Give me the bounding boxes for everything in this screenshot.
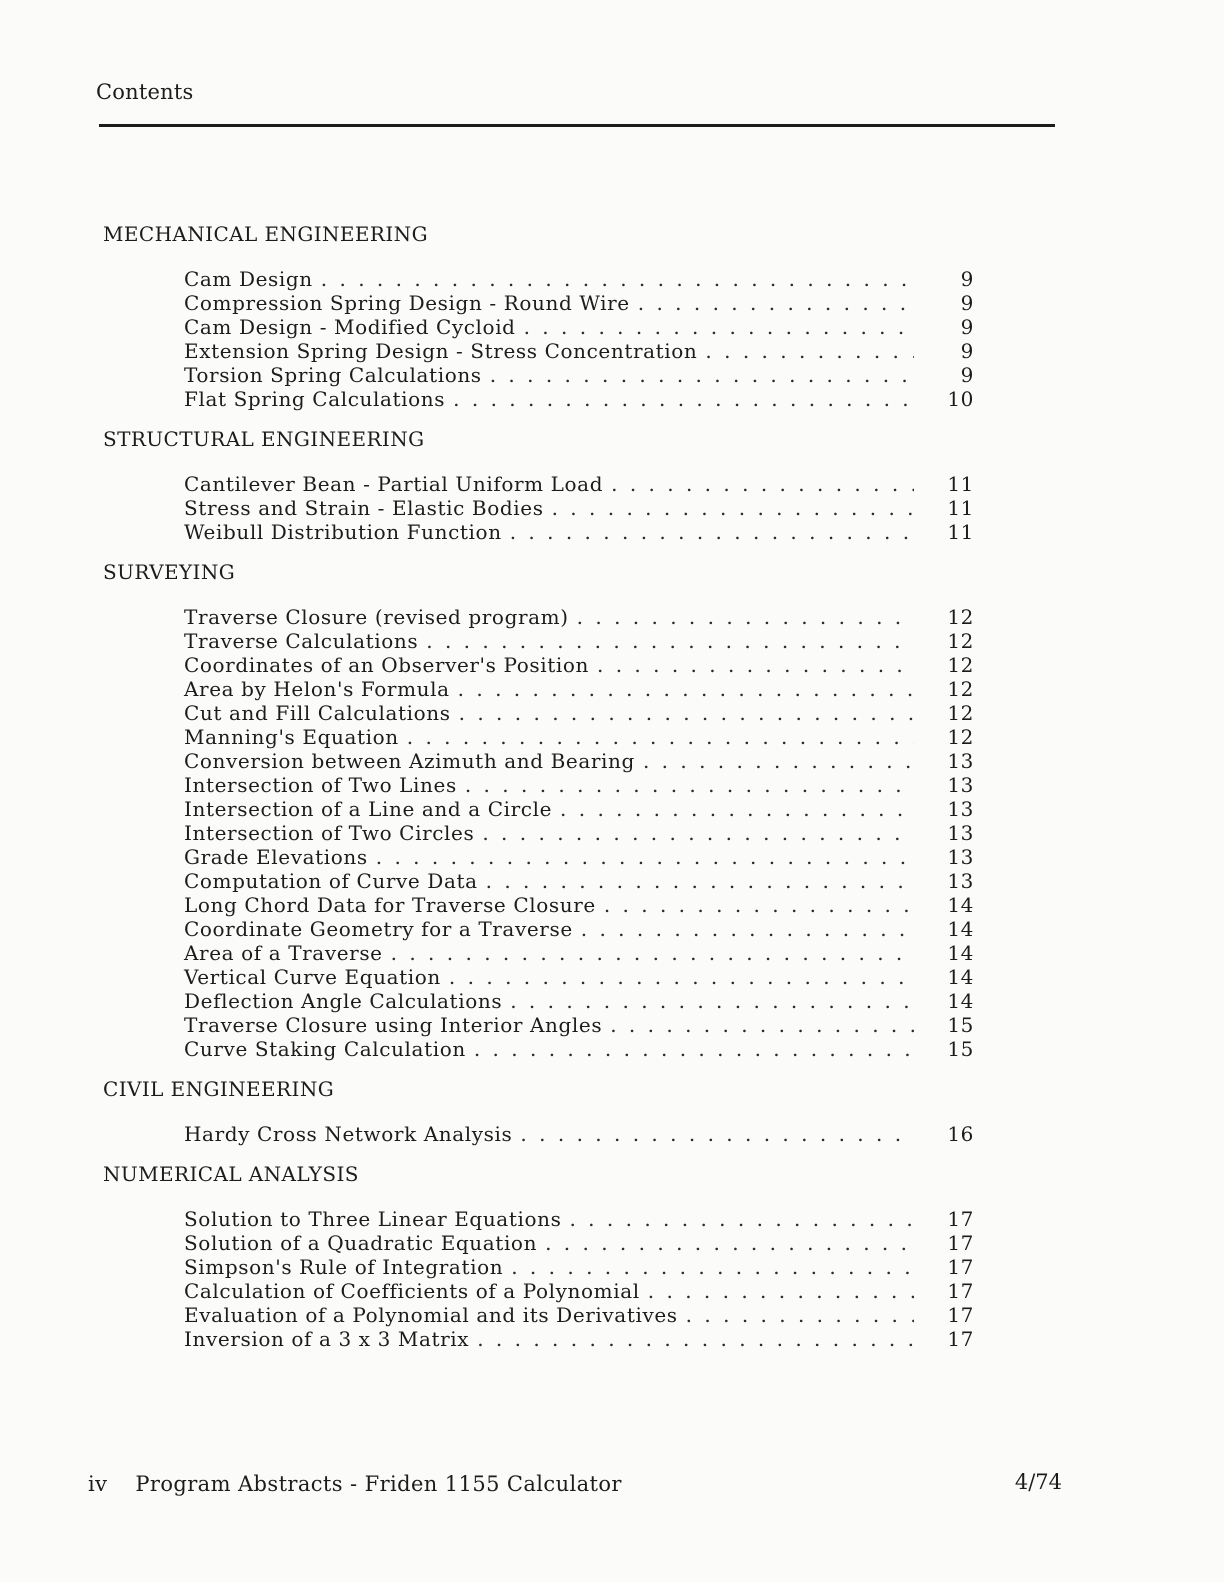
toc-entry-list	[184, 1122, 974, 1146]
toc-entry-title: Intersection of Two Circles	[184, 821, 475, 845]
toc-entry-page: 14	[947, 989, 974, 1013]
toc-entry	[184, 893, 974, 917]
toc-entry-page: 17	[947, 1231, 974, 1255]
dot-leader	[610, 1013, 914, 1037]
toc-entry	[184, 821, 974, 845]
toc-entry	[184, 291, 974, 315]
dot-leader	[482, 821, 914, 845]
dot-leader	[648, 1279, 914, 1303]
toc-entry-page: 17	[947, 1255, 974, 1279]
toc-entry-page: 11	[947, 472, 974, 496]
dot-leader	[643, 749, 914, 773]
toc-entry	[184, 267, 974, 291]
section-heading: SURVEYING	[103, 560, 236, 584]
toc-entry-title: Solution of a Quadratic Equation	[184, 1231, 538, 1255]
toc-entry-page: 12	[947, 605, 974, 629]
toc-entry-page: 14	[947, 941, 974, 965]
toc-entry-page: 14	[947, 893, 974, 917]
dot-leader	[560, 797, 914, 821]
dot-leader	[407, 725, 914, 749]
toc-entry	[184, 1037, 974, 1061]
toc-entry-title: Cantilever Bean - Partial Uniform Load	[184, 472, 604, 496]
table-of-contents	[0, 220, 1224, 1365]
toc-entry-title: Area of a Traverse	[184, 941, 383, 965]
toc-entry-page: 14	[947, 917, 974, 941]
toc-entry	[184, 1207, 974, 1231]
toc-entry-title: Solution to Three Linear Equations	[184, 1207, 562, 1231]
toc-entry	[184, 387, 974, 411]
dot-leader	[490, 363, 914, 387]
toc-entry	[184, 965, 974, 989]
footer-date: 4/74	[1014, 1470, 1062, 1494]
toc-entry-title: Evaluation of a Polynomial and its Derivatives	[184, 1303, 678, 1327]
toc-entry-title: Traverse Calculations	[184, 629, 419, 653]
toc-section	[0, 220, 1224, 411]
toc-entry-title: Computation of Curve Data	[184, 869, 478, 893]
dot-leader	[321, 267, 914, 291]
dot-leader	[426, 629, 914, 653]
dot-leader	[569, 1207, 914, 1231]
toc-entry-page: 10	[947, 387, 974, 411]
dot-leader	[465, 773, 914, 797]
toc-entry-page: 9	[960, 315, 974, 339]
toc-entry-title: Calculation of Coefficients of a Polynomial	[184, 1279, 640, 1303]
toc-entry-title: Vertical Curve Equation	[184, 965, 441, 989]
toc-entry-page: 9	[960, 363, 974, 387]
toc-entry	[184, 520, 974, 544]
toc-entry-page: 15	[947, 1013, 974, 1037]
toc-entry	[184, 917, 974, 941]
dot-leader	[453, 387, 914, 411]
dot-leader	[577, 605, 914, 629]
toc-entry-page: 11	[947, 496, 974, 520]
toc-entry	[184, 1231, 974, 1255]
toc-entry	[184, 605, 974, 629]
toc-section	[0, 558, 1224, 1061]
toc-entry-page: 13	[947, 845, 974, 869]
toc-entry-title: Stress and Strain - Elastic Bodies	[184, 496, 544, 520]
toc-entry-title: Long Chord Data for Traverse Closure	[184, 893, 596, 917]
toc-entry-title: Cam Design - Modified Cycloid	[184, 315, 516, 339]
toc-entry-page: 9	[960, 291, 974, 315]
toc-entry-title: Conversion between Azimuth and Bearing	[184, 749, 635, 773]
toc-entry-title: Intersection of Two Lines	[184, 773, 457, 797]
dot-leader	[449, 965, 914, 989]
toc-entry-page: 9	[960, 339, 974, 363]
toc-entry	[184, 496, 974, 520]
section-heading: NUMERICAL ANALYSIS	[103, 1162, 359, 1186]
toc-entry	[184, 845, 974, 869]
toc-entry-list	[184, 267, 974, 411]
toc-entry-page: 14	[947, 965, 974, 989]
toc-entry	[184, 941, 974, 965]
toc-entry	[184, 749, 974, 773]
toc-entry	[184, 339, 974, 363]
toc-entry-title: Cut and Fill Calculations	[184, 701, 451, 725]
dot-leader	[611, 472, 914, 496]
toc-entry	[184, 1013, 974, 1037]
toc-entry-page: 11	[947, 520, 974, 544]
dot-leader	[459, 701, 914, 725]
toc-entry-page: 12	[947, 725, 974, 749]
toc-entry-title: Coordinate Geometry for a Traverse	[184, 917, 573, 941]
dot-leader	[520, 1122, 914, 1146]
header-divider	[99, 124, 1055, 127]
toc-entry-title: Traverse Closure using Interior Angles	[184, 1013, 603, 1037]
section-heading: MECHANICAL ENGINEERING	[103, 222, 428, 246]
toc-entry-title: Area by Helon's Formula	[184, 677, 450, 701]
toc-entry	[184, 677, 974, 701]
toc-entry-list	[184, 472, 974, 544]
toc-entry	[184, 363, 974, 387]
toc-entry	[184, 869, 974, 893]
toc-entry-title: Torsion Spring Calculations	[184, 363, 482, 387]
toc-entry-page: 13	[947, 773, 974, 797]
footer-document-title: Program Abstracts - Friden 1155 Calculator	[135, 1472, 622, 1496]
toc-entry-page: 12	[947, 701, 974, 725]
dot-leader	[477, 1327, 914, 1351]
page-header-title: Contents	[96, 80, 194, 104]
toc-entry-page: 13	[947, 869, 974, 893]
dot-leader	[604, 893, 914, 917]
footer-page-number: iv	[88, 1472, 108, 1496]
toc-entry	[184, 1327, 974, 1351]
toc-entry	[184, 725, 974, 749]
toc-entry	[184, 1303, 974, 1327]
dot-leader	[686, 1303, 914, 1327]
toc-entry-page: 15	[947, 1037, 974, 1061]
toc-entry-page: 17	[947, 1279, 974, 1303]
dot-leader	[524, 315, 914, 339]
toc-entry-title: Deflection Angle Calculations	[184, 989, 503, 1013]
toc-entry	[184, 472, 974, 496]
toc-entry-title: Cam Design	[184, 267, 313, 291]
dot-leader	[458, 677, 914, 701]
toc-entry-title: Extension Spring Design - Stress Concentration	[184, 339, 698, 363]
toc-entry-title: Intersection of a Line and a Circle	[184, 797, 553, 821]
toc-entry	[184, 701, 974, 725]
toc-entry-page: 17	[947, 1303, 974, 1327]
toc-entry-list	[184, 1207, 974, 1351]
dot-leader	[545, 1231, 914, 1255]
toc-entry-title: Hardy Cross Network Analysis	[184, 1122, 513, 1146]
dot-leader	[511, 1255, 914, 1279]
dot-leader	[597, 653, 914, 677]
toc-entry-title: Inversion of a 3 x 3 Matrix	[184, 1327, 470, 1351]
toc-entry-title: Grade Elevations	[184, 845, 368, 869]
dot-leader	[376, 845, 914, 869]
toc-entry-page: 9	[960, 267, 974, 291]
toc-entry-title: Traverse Closure (revised program)	[184, 605, 569, 629]
toc-entry-page: 17	[947, 1327, 974, 1351]
toc-entry	[184, 989, 974, 1013]
dot-leader	[581, 917, 914, 941]
dot-leader	[474, 1037, 914, 1061]
toc-entry	[184, 797, 974, 821]
toc-entry	[184, 629, 974, 653]
dot-leader	[510, 520, 914, 544]
toc-entry-title: Manning's Equation	[184, 725, 399, 749]
dot-leader	[638, 291, 914, 315]
toc-entry-title: Flat Spring Calculations	[184, 387, 446, 411]
toc-entry	[184, 1279, 974, 1303]
toc-entry-page: 16	[947, 1122, 974, 1146]
toc-entry	[184, 773, 974, 797]
toc-entry-title: Weibull Distribution Function	[184, 520, 502, 544]
page-footer	[88, 1472, 622, 1496]
section-heading: CIVIL ENGINEERING	[103, 1077, 335, 1101]
dot-leader	[510, 989, 914, 1013]
toc-entry-page: 13	[947, 797, 974, 821]
toc-entry-title: Compression Spring Design - Round Wire	[184, 291, 630, 315]
toc-entry-page: 12	[947, 629, 974, 653]
toc-entry-page: 13	[947, 821, 974, 845]
dot-leader	[486, 869, 914, 893]
toc-section	[0, 1075, 1224, 1146]
toc-entry-page: 12	[947, 677, 974, 701]
toc-section	[0, 425, 1224, 544]
dot-leader	[391, 941, 914, 965]
toc-entry-title: Simpson's Rule of Integration	[184, 1255, 504, 1279]
toc-entry	[184, 1122, 974, 1146]
toc-entry	[184, 315, 974, 339]
toc-entry	[184, 1255, 974, 1279]
dot-leader	[552, 496, 914, 520]
toc-entry-title: Coordinates of an Observer's Position	[184, 653, 589, 677]
section-heading: STRUCTURAL ENGINEERING	[103, 427, 425, 451]
toc-entry	[184, 653, 974, 677]
dot-leader	[705, 339, 914, 363]
toc-entry-page: 13	[947, 749, 974, 773]
toc-entry-page: 17	[947, 1207, 974, 1231]
toc-entry-page: 12	[947, 653, 974, 677]
toc-entry-title: Curve Staking Calculation	[184, 1037, 466, 1061]
toc-section	[0, 1160, 1224, 1351]
toc-entry-list	[184, 605, 974, 1061]
